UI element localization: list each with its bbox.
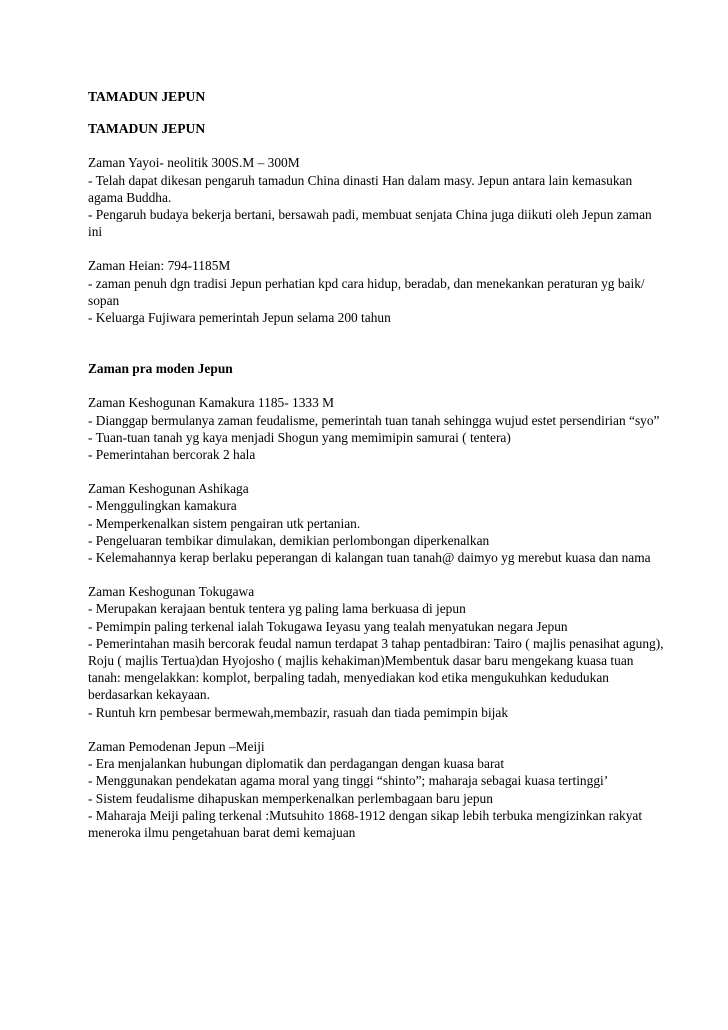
section-kamakura [88,394,668,463]
section-ashikaga [88,480,668,566]
section-heading-line: Zaman Pemodenan Jepun –Meiji [88,738,265,754]
section-line: - Kelemahannya kerap berlaku peperangan di kalangan tuan tanah@ daimyo yg merebut kuasa dan nama [88,550,651,566]
section-tokugawa [88,583,668,721]
section-meiji [88,738,668,841]
document-subtitle: TAMADUN JEPUN [88,121,206,137]
section-line: - Dianggap bermulanya zaman feudalisme, pemerintah tuan tanah sehingga wujud estet persendirian “syo” [88,412,660,428]
section-line: - Memperkenalkan sistem pengairan utk pertanian. [88,515,361,531]
section-yayoi [88,154,668,240]
section-line: - Pemerintahan masih bercorak feudal namun terdapat 3 tahap pentadbiran: Tairo ( majlis penasihat agung), Roju ( majlis Tertua)dan Hyojosho ( majlis kehakiman)Membentuk dasar baru mengekang kuasa tuan tanah: mengelakkan: komplot, berpaling tadah, menyediakan kod etika mengukuhkan kedudukan berdasarkan kekayaan. [88,635,667,703]
section-heading-line: Zaman Keshogunan Ashikaga [88,481,249,497]
section-heading-line: Zaman Keshogunan Tokugawa [88,584,255,600]
section-line: - Pengeluaran tembikar dimulakan, demikian perlombongan diperkenalkan [88,532,490,548]
section-line: - Maharaja Meiji paling terkenal :Mutsuhito 1868-1912 dengan sikap lebih terbuka mengizinkan rakyat meneroka ilmu pengetahuan barat demi kemajuan [88,807,646,840]
section-line: - Runtuh krn pembesar bermewah,membazir, rasuah dan tiada pemimpin bijak [88,704,509,720]
section-line: - Menggunakan pendekatan agama moral yang tinggi “shinto”; maharaja sebagai kuasa tertinggi’ [88,773,609,789]
section-line: - Telah dapat dikesan pengaruh tamadun China dinasti Han dalam masy. Jepun antara lain kemasukan agama Buddha. [88,172,636,205]
section-line: - Pemimpin paling terkenal ialah Tokugawa Ieyasu yang tealah menyatukan negara Jepun [88,618,568,634]
section-heian [88,257,668,326]
section-line: - Pengaruh budaya bekerja bertani, bersawah padi, membuat senjata China juga diikuti oleh Jepun zaman ini [88,207,656,240]
section-line: - Pemerintahan bercorak 2 hala [88,447,256,463]
document-page [88,88,668,858]
section-heading-line: Zaman Heian: 794-1185M [88,258,231,274]
section-line: - Keluarga Fujiwara pemerintah Jepun selama 200 tahun [88,310,391,326]
section-heading-line: Zaman Yayoi- neolitik 300S.M – 300M [88,155,300,171]
document-title: TAMADUN JEPUN [88,89,206,104]
section-line: - zaman penuh dgn tradisi Jepun perhatian kpd cara hidup, beradab, dan menekankan peraturan yg baik/ sopan [88,275,648,308]
heading-pra-moden: Zaman pra moden Jepun [88,361,233,377]
section-heading-line: Zaman Keshogunan Kamakura 1185- 1333 M [88,395,335,411]
section-line: - Menggulingkan kamakura [88,498,237,514]
section-line: - Era menjalankan hubungan diplomatik dan perdagangan dengan kuasa barat [88,756,505,772]
section-line: - Merupakan kerajaan bentuk tentera yg paling lama berkuasa di jepun [88,601,466,617]
section-line: - Tuan-tuan tanah yg kaya menjadi Shogun yang memimipin samurai ( tentera) [88,429,511,445]
section-line: - Sistem feudalisme dihapuskan memperkenalkan perlembagaan baru jepun [88,790,493,806]
